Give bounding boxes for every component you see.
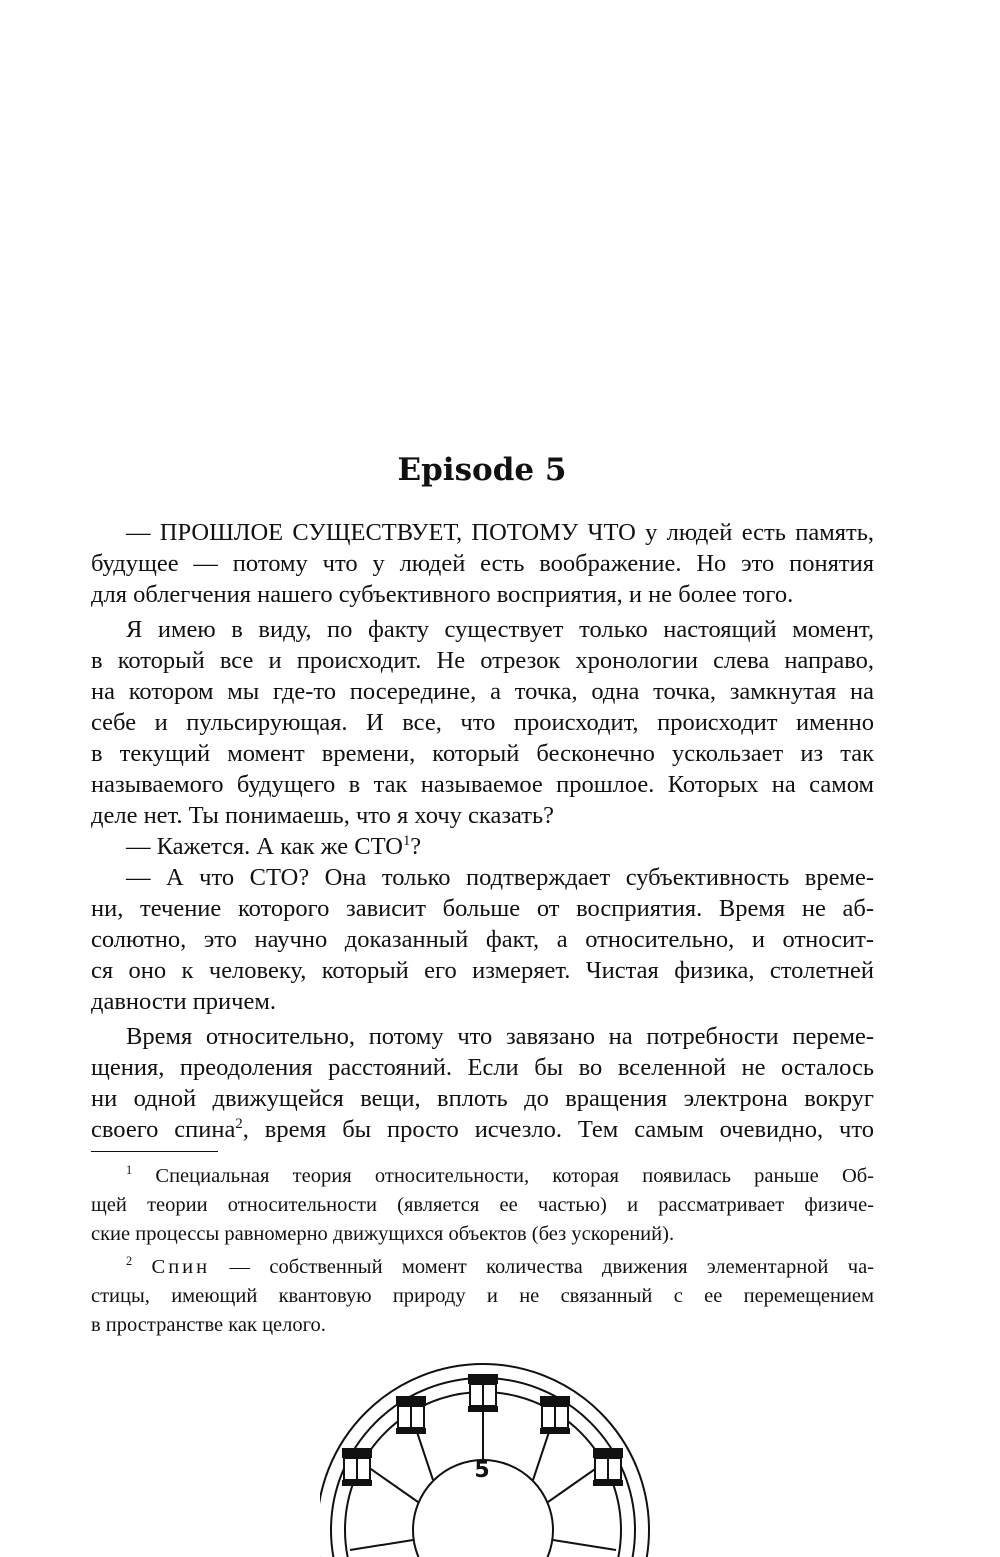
text-fragment: , время бы просто исчезло. Тем самым очевидно, что bbox=[242, 1116, 874, 1143]
footnote-text: Специальная теория относительности, которая появилась раньше Об- bbox=[155, 1165, 875, 1187]
footnote-term: Спин bbox=[151, 1256, 211, 1278]
text-line: — ПРОШЛОЕ СУЩЕСТВУЕТ, ПОТОМУ ЧТО у людей есть память, bbox=[126, 519, 874, 546]
text-line: — А что СТО? Она только подтверждает субъективность време- bbox=[126, 864, 874, 891]
text-line bbox=[91, 831, 874, 862]
text-line: давности причем. bbox=[91, 988, 276, 1015]
footnote-line: стицы, имеющий квантовую природу и не связанный с ее перемещением bbox=[91, 1285, 874, 1307]
text-line: щения, преодоления расстояний. Если бы во вселенной не осталось bbox=[91, 1054, 874, 1081]
gondola-icon bbox=[593, 1448, 623, 1486]
footnote-line: в пространстве как целого. bbox=[91, 1314, 326, 1336]
text-line: в текущий момент времени, который бесконечно ускользает из так bbox=[91, 740, 874, 767]
text-line: Я имею в виду, по факту существует только настоящий момент, bbox=[126, 616, 874, 643]
text-line: солютно, это научно доказанный факт, а относительно, и относит- bbox=[91, 926, 874, 953]
text-line: будущее — потому что у людей есть воображение. Но это понятия bbox=[91, 550, 874, 577]
text-line: Время относительно, потому что завязано на потребности переме- bbox=[126, 1023, 874, 1050]
gondola-icon bbox=[468, 1374, 498, 1412]
text-line: в который все и происходит. Не отрезок хронологии слева направо, bbox=[91, 647, 874, 674]
text-fragment: ? bbox=[410, 833, 422, 860]
text-line: ни, течение которого зависит больше от восприятия. Время не аб- bbox=[91, 895, 874, 922]
text-line: ни одной движущейся вещи, вплоть до вращения электрона вокруг bbox=[91, 1085, 874, 1112]
footnote-text: — собственный момент количества движения элементарной ча- bbox=[210, 1256, 875, 1278]
footnote-line bbox=[91, 1253, 874, 1282]
footnote-mark-2[interactable]: 2 bbox=[235, 1115, 243, 1132]
ferris-wheel-icon bbox=[320, 1352, 650, 1557]
text-fragment: — Кажется. А как же СТО bbox=[126, 833, 403, 860]
chapter-title: Episode 5 bbox=[397, 452, 567, 488]
footnote-line: щей теории относительности (является ее частью) и рассматривает физиче- bbox=[91, 1194, 874, 1216]
text-line: ся оно к человеку, который его измеряет. Чистая физика, столетней bbox=[91, 957, 874, 984]
footnote-mark-1[interactable]: 1 bbox=[402, 832, 411, 849]
text-line: на котором мы где-то посередине, а точка, одна точка, замкнутая на bbox=[91, 678, 874, 705]
footnote-number: 2 bbox=[126, 1254, 133, 1269]
gondola-icon bbox=[342, 1448, 372, 1486]
text-line bbox=[91, 1114, 874, 1145]
gondola-icon bbox=[396, 1396, 426, 1434]
footnote-divider bbox=[91, 1151, 218, 1152]
text-line: называемого будущего в так называемое прошлое. Которых на самом bbox=[91, 771, 874, 798]
footnote-line bbox=[91, 1162, 874, 1191]
text-line: деле нет. Ты понимаешь, что я хочу сказать? bbox=[91, 802, 555, 829]
body-text bbox=[91, 517, 874, 1145]
text-line: себе и пульсирующая. И все, что происходит, происходит именно bbox=[91, 709, 874, 736]
footnotes bbox=[91, 1162, 874, 1340]
footnote-number: 1 bbox=[126, 1163, 133, 1178]
gondola-icon bbox=[540, 1396, 570, 1434]
text-line: для облегчения нашего субъективного восприятия, и не более того. bbox=[91, 581, 794, 608]
footnote-line: ские процессы равномерно движущихся объектов (без ускорений). bbox=[91, 1223, 675, 1245]
page-number: 5 bbox=[474, 1458, 490, 1483]
text-fragment: своего спина bbox=[91, 1116, 236, 1143]
